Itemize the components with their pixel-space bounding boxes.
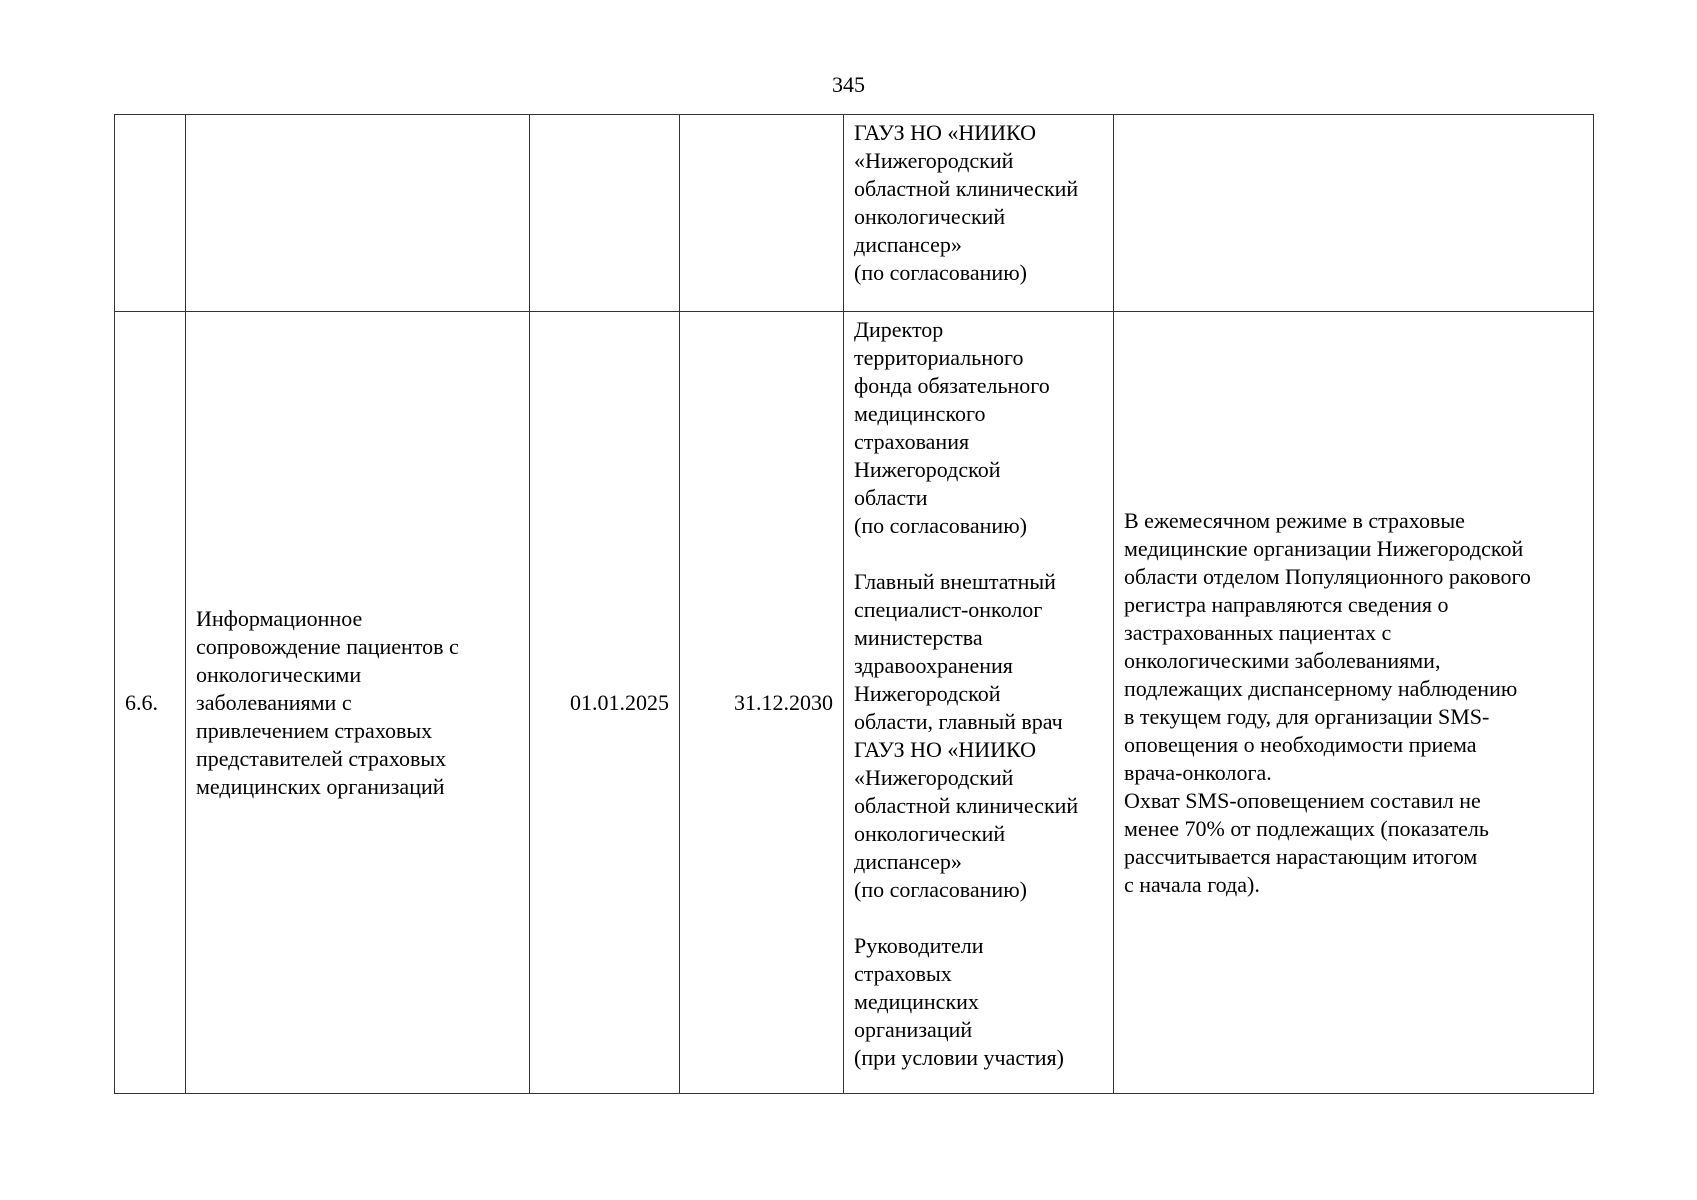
name-line: сопровождение пациентов с [196,633,459,659]
executor-line: фонда обязательного [854,373,1050,398]
cell-start-date: 01.01.2025 [530,312,680,1094]
name-line: Информационное [196,605,363,631]
executor-line: области [854,485,928,510]
result-line: В ежемесячном режиме в страховые [1124,507,1465,533]
result-line: онкологическими заболеваниями, [1124,647,1441,673]
executor-line: медицинского [854,401,986,426]
result-line: менее 70% от подлежащих (показатель [1124,815,1489,841]
executor-line: (по согласованию) [854,877,1027,902]
page-number: 345 [832,72,865,97]
executor-line: ГАУЗ НО «НИИКО [854,737,1037,762]
executor-line: страховых [854,961,952,986]
executor-line: областной клинический [854,793,1079,818]
result-line: регистра направляются сведения о [1124,591,1449,617]
executor-line: Главный внештатный [854,569,1056,594]
executor-line: онкологический [854,204,1006,229]
executor-line: Нижегородской [854,681,1001,706]
executor-line: специалист-онколог [854,597,1043,622]
cell-executors [844,312,1114,1094]
name-line: медицинских организаций [196,773,445,799]
executor-line: областной клинический [854,176,1079,201]
executor-line: страхования [854,429,970,454]
name-line: привлечением страховых [196,717,433,743]
cell-number-empty [115,115,186,312]
cell-number: 6.6. [115,312,186,1094]
name-line: представителей страховых [196,745,447,771]
executor-line: Руководители [854,933,984,958]
cell-result [1114,312,1594,1094]
executor-line: диспансер» [854,232,962,257]
cell-executor-continued [844,115,1114,312]
cell-result-empty [1114,115,1594,312]
executor-line: диспансер» [854,849,962,874]
executor-line: онкологический [854,821,1006,846]
executor-line: министерства [854,625,983,650]
executor-line: области, главный врач [854,709,1063,734]
executor-line: Директор [854,317,944,342]
result-line: рассчитывается нарастающим итогом [1124,843,1478,869]
result-line: врача-онколога. [1124,759,1272,785]
cell-start-empty [530,115,680,312]
executor-line: (при условии участия) [854,1045,1064,1070]
executor-line: территориального [854,345,1024,370]
executor-line: (по согласованию) [854,260,1027,285]
paragraph-gap [854,540,1103,568]
executor-line: организаций [854,1017,973,1042]
result-line: Охват SMS-оповещением составил не [1124,787,1481,813]
paragraph-gap [854,904,1103,932]
executor-line: здравоохранения [854,653,1013,678]
result-line: в текущем году, для организации SMS- [1124,703,1490,729]
result-line: медицинские организации Нижегородской [1124,535,1524,561]
result-line: области отделом Популяционного ракового [1124,563,1531,589]
executor-line: медицинских [854,989,979,1014]
table-row-6-6 [115,312,1594,1094]
result-line: с начала года). [1124,871,1260,897]
result-line: застрахованных пациентах с [1124,619,1392,645]
cell-end-date: 31.12.2030 [680,312,844,1094]
measures-table [114,114,1594,1094]
result-line: подлежащих диспансерному наблюдению [1124,675,1518,701]
result-line: оповещения о необходимости приема [1124,731,1477,757]
executor-line: (по согласованию) [854,513,1027,538]
cell-end-empty [680,115,844,312]
name-line: онкологическими [196,661,362,687]
name-line: заболеваниями с [196,689,352,715]
table-row-continued [115,115,1594,312]
executor-line: «Нижегородский [854,765,1014,790]
executor-line: «Нижегородский [854,148,1014,173]
executor-line: Нижегородской [854,457,1001,482]
cell-measure-name [186,312,530,1094]
executor-line: ГАУЗ НО «НИИКО [854,120,1037,145]
cell-name-empty [186,115,530,312]
